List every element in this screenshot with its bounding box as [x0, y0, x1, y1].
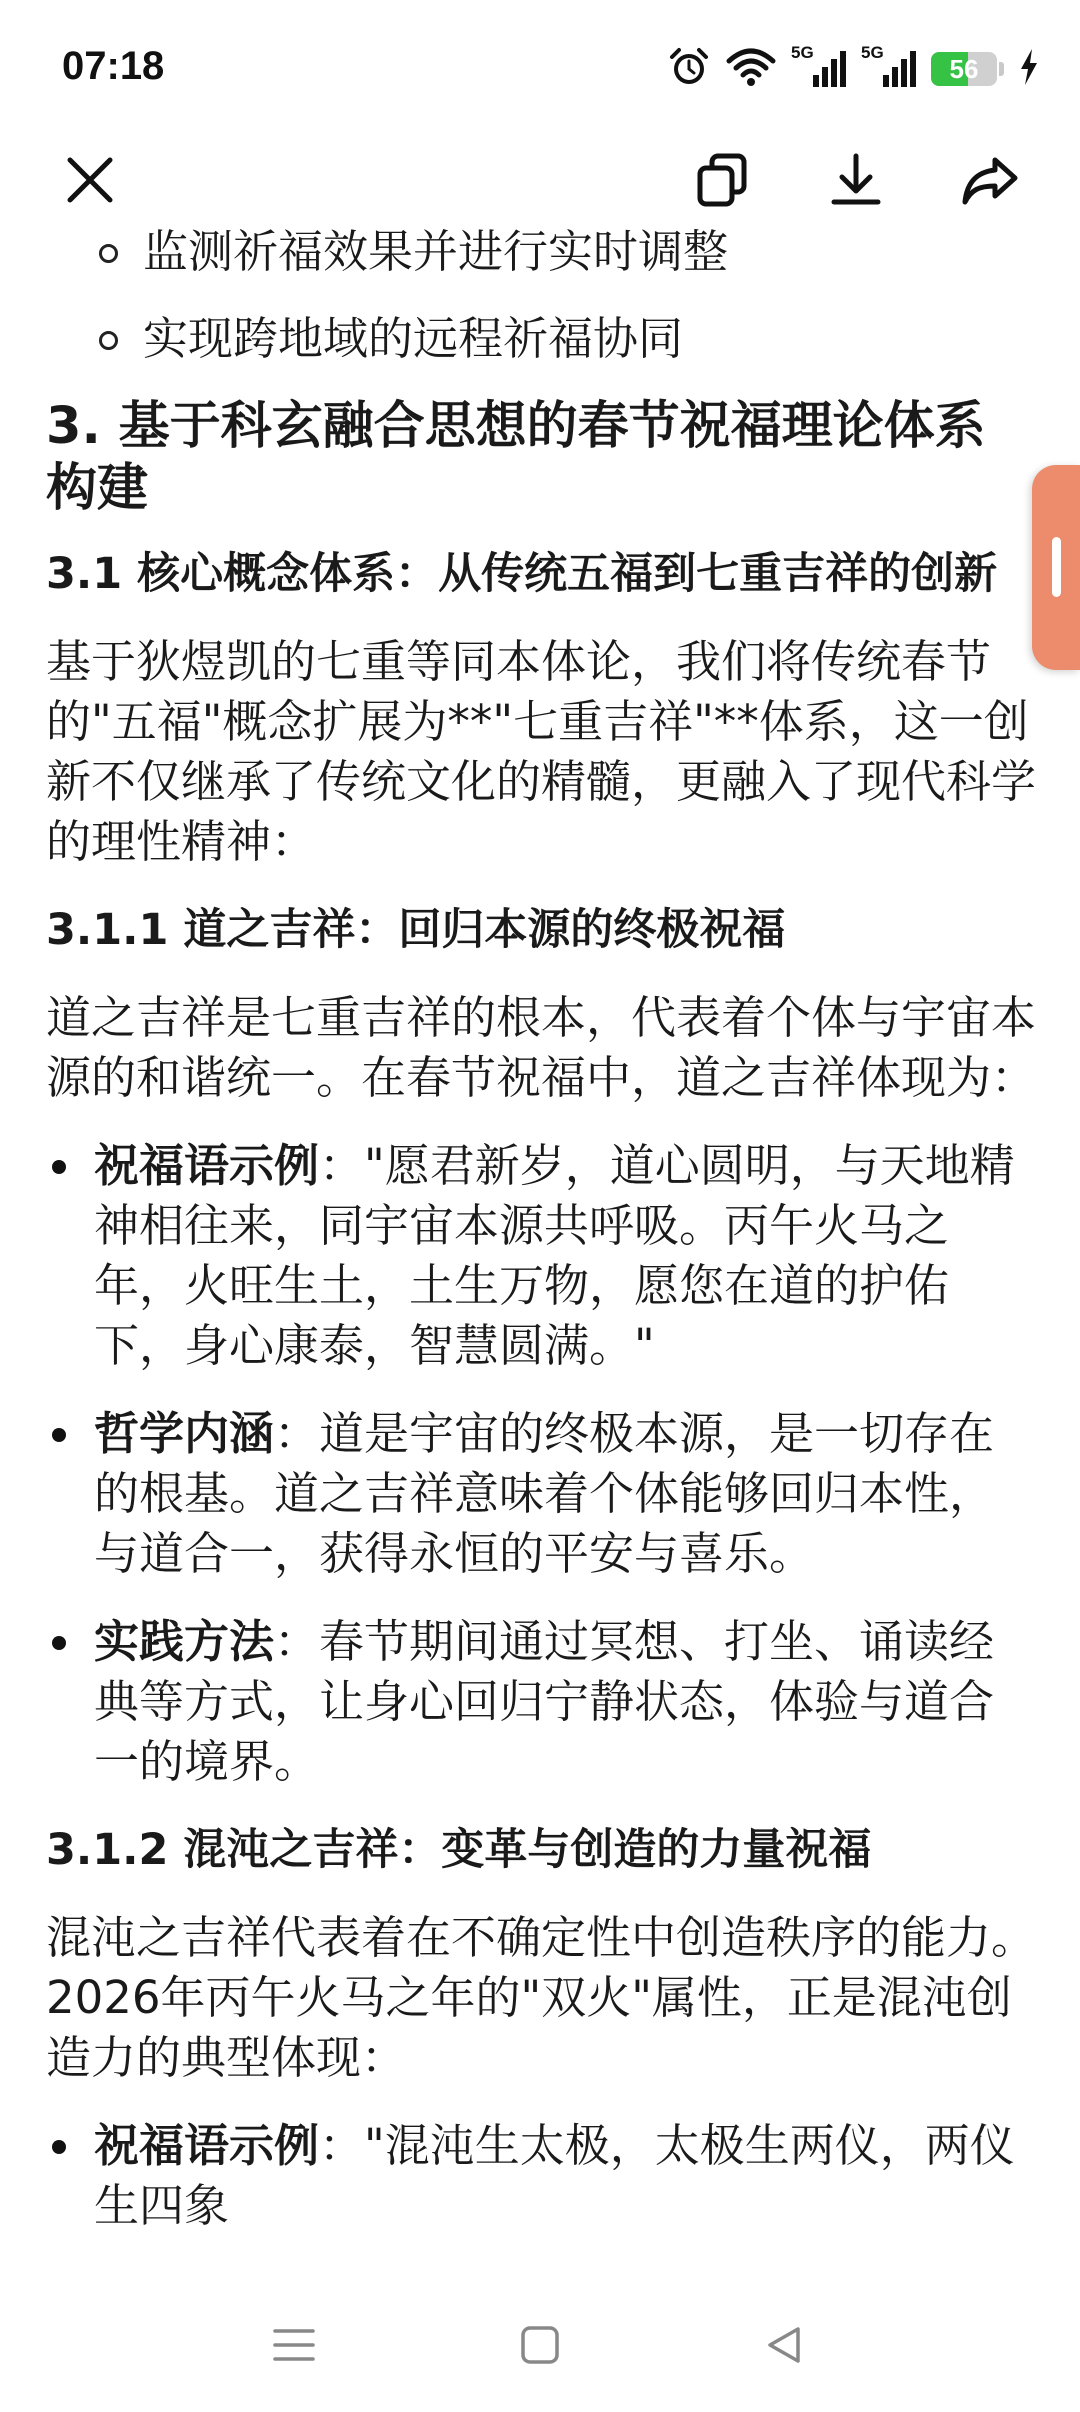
download-button[interactable] [820, 144, 892, 216]
battery-cap [999, 62, 1004, 76]
bullet-label: 实践方法 [94, 1615, 275, 1668]
close-button[interactable] [54, 144, 126, 216]
copy-icon [692, 150, 752, 210]
list-item [46, 1136, 1036, 1376]
bullet-text: ：道是宇宙的终极本源，是一切存在的根基。道之吉祥意味着个体能够回归本性，与道合一，获得永恒的平安与喜乐。 [94, 1407, 995, 1580]
status-bar [0, 0, 1080, 140]
back-button[interactable] [744, 2305, 824, 2385]
document-content [46, 222, 1036, 2277]
fast-scroll-handle[interactable] [1032, 465, 1080, 670]
recents-button[interactable] [254, 2305, 334, 2385]
list-item [46, 1612, 1036, 1792]
network-type-label: 5G [861, 43, 884, 62]
section-heading: 3. 基于科玄融合思想的春节祝福理论体系构建 [46, 397, 986, 518]
bullet-list-3-1-1 [46, 1136, 1036, 1792]
intro-paragraph: 基于狄煜凯的七重等同本体论，我们将传统春节的"五福"概念扩展为**"七重吉祥"**体系，这一创新不仅继承了传统文化的精髓，更融入了现代科学的理性精神： [46, 635, 1036, 868]
alarm-icon [667, 45, 711, 93]
back-icon [762, 2323, 806, 2367]
close-icon [64, 154, 116, 206]
list-item [46, 1404, 1036, 1584]
bullet-label: 哲学内涵 [94, 1407, 275, 1460]
home-icon [518, 2323, 562, 2367]
list-item [46, 2116, 1036, 2236]
heading-3-1-2: 3.1.2 混沌之吉祥：变革与创造的力量祝福 [46, 1825, 872, 1875]
bullet-label: 祝福语示例 [94, 2119, 320, 2172]
viewer-toolbar [0, 140, 1080, 220]
download-icon [826, 150, 886, 210]
home-button[interactable] [500, 2305, 580, 2385]
battery-level: 56 [949, 53, 979, 84]
battery-icon [931, 52, 997, 86]
bullet-label: 祝福语示例 [94, 1139, 320, 1192]
share-button[interactable] [954, 144, 1026, 216]
status-time: 07:18 [62, 44, 165, 88]
bullet-text: ："混沌生太极，太极生两仪，两仪生四象 [94, 2119, 1015, 2232]
copy-button[interactable] [686, 144, 758, 216]
status-icons [667, 44, 1040, 94]
scroll-grip [1052, 537, 1061, 597]
network-type-label: 5G [791, 43, 814, 62]
list-item: 实现跨地域的远程祈福协同 [46, 309, 1036, 369]
bullet-text: ：春节期间通过冥想、打坐、诵读经典等方式，让身心回归宁静状态，体验与道合一的境界。 [94, 1615, 995, 1788]
heading-3-1-1: 3.1.1 道之吉祥：回归本源的终极祝福 [46, 905, 786, 955]
wifi-icon [725, 47, 777, 91]
list-item: 监测祈福效果并进行实时调整 [46, 222, 1036, 282]
bullet-text: ："愿君新岁，道心圆明，与天地精神相往来，同宇宙本源共呼吸。丙午火马之年，火旺生土，土生万物，愿您在道的护佑下，身心康泰，智慧圆满。" [94, 1139, 1015, 1372]
system-nav-bar [0, 2285, 1080, 2412]
menu-icon [271, 2325, 317, 2365]
signal-icon [861, 43, 917, 91]
share-icon [959, 150, 1021, 210]
signal-icon [791, 43, 847, 91]
subsection-heading: 3.1 核心概念体系：从传统五福到七重吉祥的创新 [46, 549, 998, 599]
paragraph-3-1-1: 道之吉祥是七重吉祥的根本，代表着个体与宇宙本源的和谐统一。在春节祝福中，道之吉祥体现为： [46, 991, 1036, 1104]
continued-list [46, 222, 1036, 369]
paragraph-3-1-2: 混沌之吉祥代表着在不确定性中创造秩序的能力。2026年丙午火马之年的"双火"属性，正是混沌创造力的典型体现： [46, 1911, 1036, 2084]
charging-icon [1018, 47, 1040, 91]
bullet-list-3-1-2 [46, 2116, 1036, 2236]
